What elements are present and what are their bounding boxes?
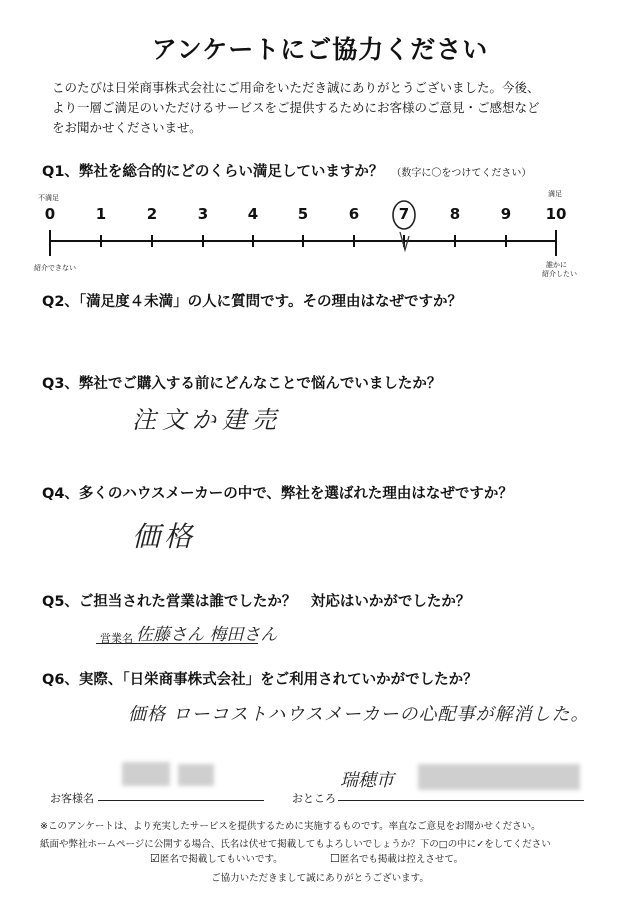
- scale-left-bottom: 紹介できない: [34, 264, 76, 272]
- q5-answer: 佐藤さん 梅田さん: [136, 625, 278, 645]
- customer-name-label: お客様名: [50, 792, 94, 805]
- anonymous-ok-option[interactable]: [150, 850, 283, 869]
- page-title: アンケートにご協力ください: [151, 35, 489, 64]
- customer-address-label: おところ: [292, 792, 336, 805]
- scale-number[interactable]: 10: [545, 205, 567, 223]
- q4-answer: 価格: [132, 520, 197, 553]
- redacted-address: [418, 764, 580, 790]
- customer-address-underline: [338, 800, 584, 801]
- q5-underline: [96, 643, 258, 644]
- footer-line1: ※このアンケートは、より充実したサービスを提供するために実施するものです。率直なご意見をお聞かせください。: [40, 821, 541, 832]
- anonymous-decline-option[interactable]: [330, 850, 463, 869]
- scale-number[interactable]: 9: [500, 205, 512, 223]
- scale-right-bottom-1: 誰かに: [546, 261, 567, 269]
- anonymous-ok-label: 匿名で掲載してもいいです。: [159, 854, 283, 865]
- intro-line: このたびは日栄商事株式会社にご用命をいただき誠にありがとうございました。今後、: [52, 80, 540, 95]
- scale-right-bottom-2: 紹介したい: [542, 270, 577, 278]
- redacted-name-2: [178, 764, 214, 786]
- customer-name-underline: [98, 800, 264, 801]
- scale-right-top: 満足: [548, 190, 562, 198]
- q4-label: Q4、多くのハウスメーカーの中で、弊社を選ばれた理由はなぜですか？: [42, 486, 513, 502]
- footer-thanks: ご協力いただきまして誠にありがとうございます。: [211, 873, 429, 884]
- checkbox-checked-icon[interactable]: ☑: [150, 852, 160, 865]
- selection-circle: [393, 201, 415, 229]
- customer-address-value: 瑞穂市: [340, 770, 394, 791]
- scale-left-top: 不満足: [38, 194, 59, 202]
- intro-line: をお聞かせくださいませ。: [52, 120, 202, 135]
- q3-answer: 注文か建売: [132, 406, 282, 434]
- scale-number[interactable]: 8: [449, 205, 461, 223]
- q5-staff-label: 営業名: [100, 632, 133, 645]
- scale-number[interactable]: 3: [197, 205, 209, 223]
- scale-number[interactable]: 6: [348, 205, 360, 223]
- scale-number[interactable]: 5: [297, 205, 309, 223]
- q6-label: Q6、実際、「日栄商事株式会社」をご利用されていかがでしたか？: [42, 672, 478, 688]
- intro-line: より一層ご満足のいただけるサービスをご提供するためにお客様のご意見・ご感想など: [52, 100, 540, 115]
- q5-label: Q5、ご担当された営業は誰でしたか？ 対応はいかがでしたか？: [42, 594, 471, 610]
- scale-number[interactable]: 0: [44, 205, 56, 223]
- redacted-name-1: [122, 762, 170, 786]
- footer-line2: 紙面や弊社ホームページに公開する場合、氏名は伏せて掲載してもよろしいでしょうか？下の□の中に✓をしてください: [40, 839, 551, 850]
- q2-label: Q2、「満足度４未満」の人に質問です。その理由はなぜですか？: [42, 294, 463, 310]
- scale-number-selected[interactable]: 7: [398, 205, 410, 223]
- checkbox-empty-icon[interactable]: ☐: [330, 852, 340, 865]
- q6-answer: 価格 ローコストハウスメーカーの心配事が解消した。: [128, 704, 590, 725]
- q1-note: （数字に〇をつけてください）: [391, 168, 532, 179]
- q1-label: Q1、弊社を総合的にどのくらい満足していますか？: [42, 164, 384, 180]
- anonymous-decline-label: 匿名でも掲載は控えさせて。: [339, 854, 464, 865]
- scale-number[interactable]: 2: [146, 205, 158, 223]
- scale-number[interactable]: 1: [95, 205, 107, 223]
- scale-ticks: [50, 230, 556, 256]
- q3-label: Q3、弊社でご購入する前にどんなことで悩んでいましたか？: [42, 376, 442, 392]
- scale-number[interactable]: 4: [247, 205, 259, 223]
